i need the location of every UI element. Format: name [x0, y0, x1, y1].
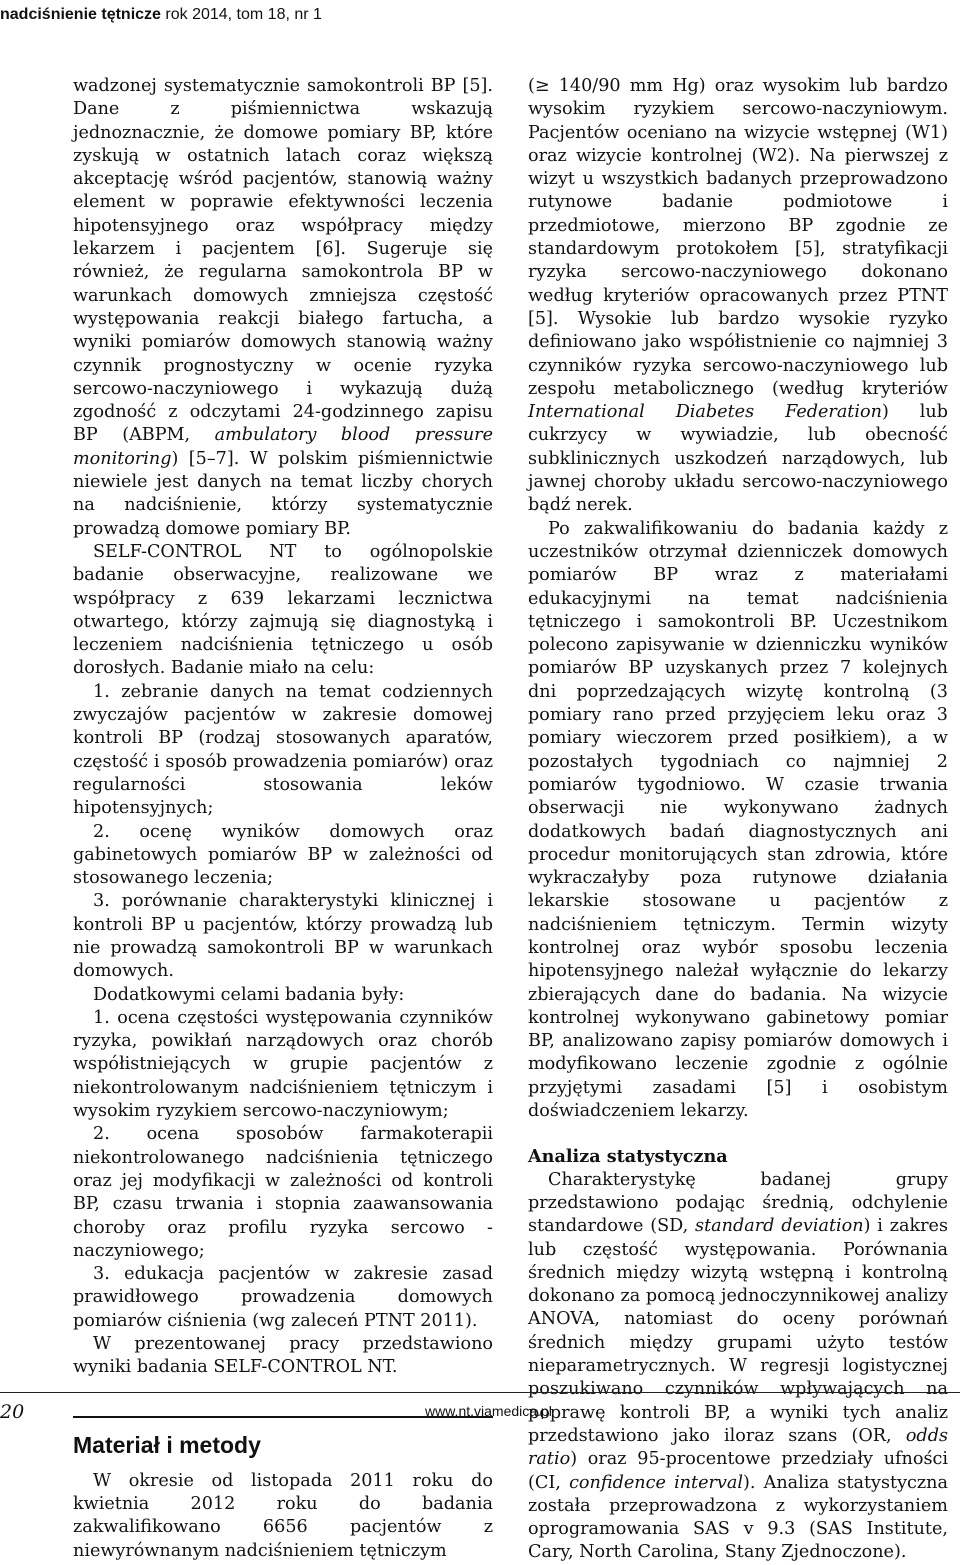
page-footer	[0, 1392, 960, 1432]
additional-aim-3: 3. edukacja pacjentów w zakresie zasad prawidłowego prowadzenia domowych pomiarów ciśnienia (wg zaleceń PTNT 2011).	[73, 1264, 493, 1331]
methods-paragraph: W okresie od listopada 2011 roku do kwietnia 2012 roku do badania zakwalifikowano 6656 pacjentów z niewyrównanym nadciśnieniem tętniczym	[73, 1470, 493, 1561]
additional-aims-intro: Dodatkowymi celami badania były:	[93, 984, 405, 1005]
aim-item-2: 2. ocenę wyników domowych oraz gabinetowych pomiarów BP w zależności od stosowanego leczenia;	[73, 821, 493, 889]
additional-aim-1: 1. ocena częstości występowania czynników ryzyka, powikłań narządowych oraz chorób współistniejących w grupie pacjentów z niekontrolowanym nadciśnieniem tętniczym i wysokim ryzykiem sercowo-naczyniowym;	[73, 1007, 493, 1122]
subheading-statistics: Analiza statystyczna	[528, 1146, 728, 1168]
right-column	[528, 75, 948, 1565]
statistics-paragraph: Charakterystykę badanej grupy przedstawiono podając średnią, odchylenie standardowe (SD, standard deviation) i zakres lub częstość występowania. Porównania średnich między wizytą wstępną i kontrolną dokonano za pomocą jednoczynnikowej analizy ANOVA, natomiast do oceny porównań średnich między grupami użyto testów nieparametrycznych. W regresji logistycznej poszukiwano czynników wpływających na poprawę kontroli BP, a wyniki tych analiz przedstawiono jako iloraz szans (OR, odds ratio) oraz 95-procentowe przedziały ufności (CI, confidence interval). Analiza statystyczna została przeprowadzona z wykorzystaniem oprogramowania SAS v 9.3 (SAS Institute, Cary, North Carolina, Stany Zjednoczone).	[528, 1169, 948, 1563]
additional-aim-2: 2. ocena sposobów farmakoterapii niekontrolowanego nadciśnienia tętniczego oraz jej modyfikacji w zależności od kontroli BP, czasu trwania i stopnia zaawansowania choroby oraz profilu ryzyka sercowo -naczyniowego;	[73, 1124, 493, 1261]
methods-continued-paragraph: (≥ 140/90 mm Hg) oraz wysokim lub bardzo wysokim ryzykiem sercowo-naczyniowym. Pacjentów oceniano na wizycie wstępnej (W1) oraz wizycie kontrolnej (W2). Na pierwszej z wizyt u wszystkich badanych przeprowadzono rutynowe badanie podmiotowe i przedmiotowe, mierzono BP zgodnie ze standardowym protokołem [5], stratyfikacji ryzyka sercowo-naczyniowego dokonano według kryteriów opracowanych przez PTNT [5]. Wysokie lub bardzo wysokie ryzyko definiowano jako współistnienie co najmniej 3 czynników ryzyka sercowo-naczyniowego lub zespołu metabolicznego (według kryteriów International Diabetes Federation) lub cukrzycy w wywiadzie, lub obecność subklinicznych uszkodzeń narządowych, lub jawnej choroby układu sercowo-naczyniowego bądź nerek.	[528, 76, 948, 516]
intro-paragraph: wadzonej systematycznie samokontroli BP [5]. Dane z piśmiennictwa wskazują jednoznacznie, że domowe pomiary BP, które zyskują w ostatnich latach coraz większą akceptację wśród pacjentów, stanowią ważny element w poprawie efektywności leczenia hipotensyjnego oraz współpracy między lekarzem i pacjentem [6]. Sugeruje się również, że regularna samokontrola BP w warunkach domowych zmniejsza częstość występowania reakcji białego fartucha, a wyniki pomiarów domowych stanowią ważny czynnik prognostyczny w ocenie ryzyka sercowo-naczyniowego i wykazują dużą zgodność z odczytami 24-godzinnego zapisu BP (ABPM, ambulatory blood pressure monitoring) [5–7]. W polskim piśmiennictwie niewiele jest danych na temat liczby chorych na nadciśnienie, którzy systematycznie prowadzą domowe pomiary BP.	[73, 76, 493, 539]
page-number: 20	[0, 1401, 25, 1423]
running-header	[0, 0, 960, 40]
procedure-paragraph: Po zakwalifikowaniu do badania każdy z uczestników otrzymał dzienniczek domowych pomiarów BP wraz z materiałami edukacyjnymi na temat nadciśnienia tętniczego i samokontroli BP. Uczestnikom polecono zapisywanie w dzienniczku wyników pomiarów BP uzyskanych przez 7 kolejnych dni poprzedzających wizytę kontrolną (3 pomiary rano przed przyjęciem leku oraz 3 pomiary wieczorem przed posiłkiem), a w pozostałych tygodniach co najmniej 2 pomiarów tygodniowo. W czasie trwania obserwacji nie wykonywano żadnych dodatkowych badań diagnostycznych ani procedur monitorujących stan zdrowia, które wykraczałyby poza rutynowe działania lekarskie stosowane u pacjentów z nadciśnieniem tętniczym. Termin wizyty kontrolnej oraz wybór sposobu leczenia hipotensyjnego należał wyłącznie do lekarzy zbierających dane do badania. Na wizycie kontrolnej wykonywano gabinetowy pomiar BP, analizowano zapisy pomiarów domowych i modyfikowano leczenie zgodnie z ogólnie przyjętymi zasadami [5] i osobistym doświadczeniem lekarzy.	[528, 518, 948, 1122]
left-column	[73, 75, 493, 1563]
aim-item-1: 1. zebranie danych na temat codziennych zwyczajów pacjentów w zakresie domowej kontroli BP (rodzaj stosowanych aparatów, częstość i sposób prowadzenia pomiarów) oraz regularności stosowania leków hipotensyjnych;	[73, 681, 493, 819]
section-heading-methods: Materiał i metody	[73, 1416, 493, 1458]
study-description-paragraph: SELF-CONTROL NT to ogólnopolskie badanie obserwacyjne, realizowane we współpracy z 639 lekarzami lecznictwa otwartego, którzy zajmują się diagnostyką i leczeniem nadciśnienia tętniczego u osób dorosłych. Badanie miało na celu:	[73, 541, 493, 679]
journal-issue: rok 2014, tom 18, nr 1	[165, 6, 322, 23]
summary-paragraph: W prezentowanej pracy przedstawiono wyniki badania SELF-CONTROL NT.	[73, 1334, 493, 1378]
website-link[interactable]: www.nt.viamedica.pl	[425, 1403, 552, 1419]
journal-header	[0, 6, 322, 24]
aim-item-3: 3. porównanie charakterystyki klinicznej i kontroli BP u pacjentów, którzy prowadzą lub nie prowadzą samokontroli BP w warunkach domowych.	[73, 891, 493, 982]
journal-name: nadciśnienie tętnicze	[0, 6, 161, 23]
